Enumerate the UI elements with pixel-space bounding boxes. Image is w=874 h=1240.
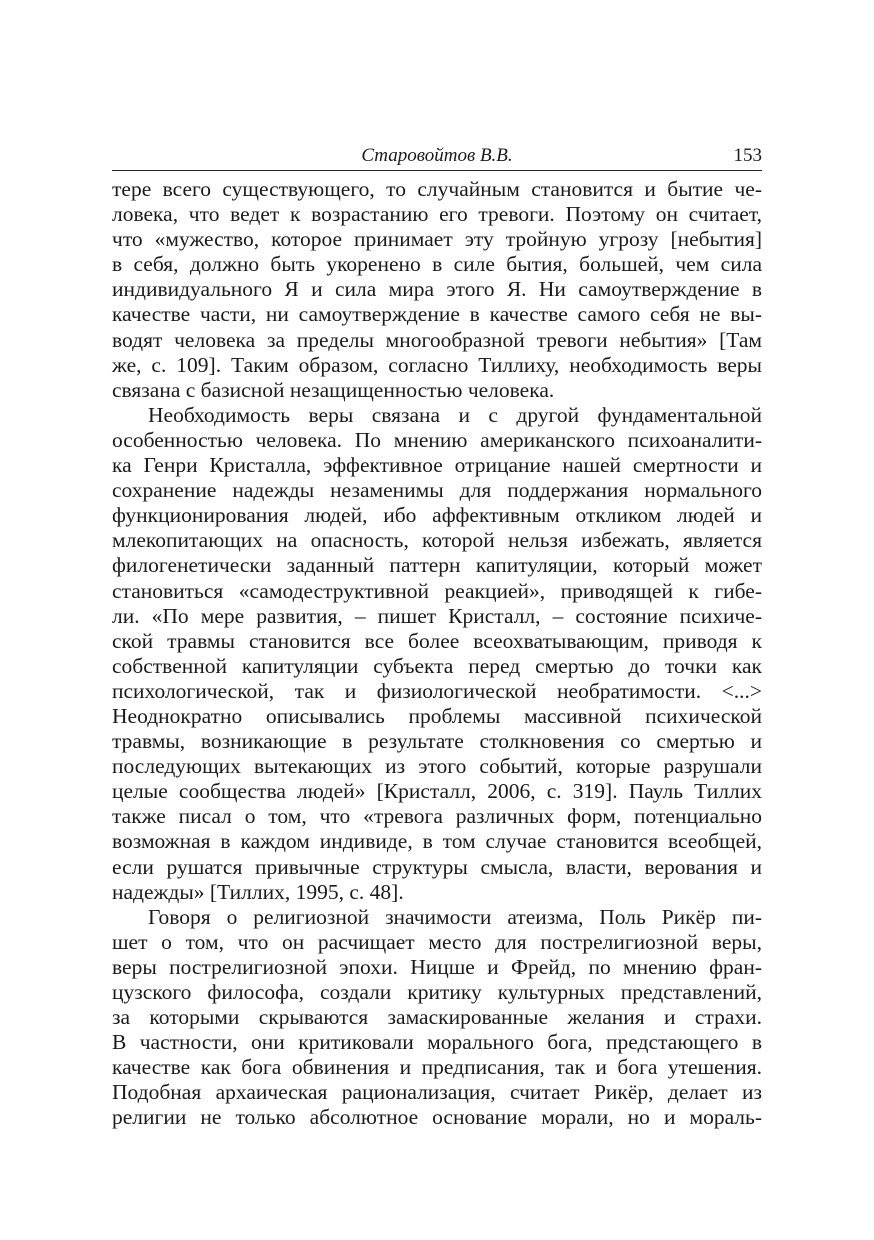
text-line: если рушатся привычные структуры смысла, власти, верования и xyxy=(112,854,762,879)
running-header-author: Старовойтов В.В. xyxy=(361,145,513,166)
text-line: качестве части, ни самоутверждение в качестве самого себя не вы- xyxy=(112,302,762,327)
text-line: ловека, что ведет к возрастанию его тревоги. Поэтому он считает, xyxy=(112,202,762,227)
text-line: цузского философа, создали критику культурных представлений, xyxy=(112,980,762,1004)
running-header xyxy=(112,142,762,171)
text-line: травмы, возникающие в результате столкновения со смертью и xyxy=(112,729,762,754)
text-line: Неоднократно описывались проблемы массивной психической xyxy=(112,703,762,728)
text-line: ка Генри Кристалла, эффективное отрицание нашей смертности и xyxy=(112,453,762,478)
text-line: целые сообщества людей» [Кристалл, 2006, с. 319]. Пауль Тиллих xyxy=(112,779,762,804)
text-line: водят человека за пределы многообразной тревоги небытия» [Там xyxy=(112,327,762,352)
text-line: Говоря о религиозной значимости атеизма, Поль Рикёр пи- xyxy=(148,904,762,929)
text-line: за которыми скрываются замаскированные желания и страхи. xyxy=(112,1005,762,1030)
text-line: филогенетически заданный паттерн капитуляции, который может xyxy=(112,553,762,578)
text-line: тере всего существующего, то случайным становится и бытие че- xyxy=(112,177,762,201)
text-line: надежды» [Тиллих, 1995, с. 48]. xyxy=(112,879,404,904)
text-line: веры пострелигиозной эпохи. Ницше и Фрейд, по мнению фран- xyxy=(112,954,762,979)
text-line: последующих вытекающих из этого событий, которые разрушали xyxy=(112,754,762,779)
text-line: качестве как бога обвинения и предписания, так и бога утешения. xyxy=(112,1055,762,1080)
text-line: возможная в каждом индивиде, в том случае становится всеобщей, xyxy=(112,829,762,854)
text-line: связана с базисной незащищенностью человека. xyxy=(112,377,555,402)
text-line: в себя, должно быть укоренено в силе бытия, большей, чем сила xyxy=(112,252,762,277)
text-line: индивидуального Я и сила мира этого Я. Ни самоутверждение в xyxy=(112,277,762,302)
text-line: особенностью человека. По мнению американского психоаналити- xyxy=(112,427,762,452)
text-line: млекопитающих на опасность, которой нельзя избежать, является xyxy=(112,528,762,553)
text-line: Подобная архаическая рационализация, считает Рикёр, делает из xyxy=(112,1080,762,1105)
text-line: также писал о том, что «тревога различных форм, потенциально xyxy=(112,804,762,829)
text-line: же, с. 109]. Таким образом, согласно Тиллиху, необходимость веры xyxy=(112,352,762,377)
page-number: 153 xyxy=(733,145,762,166)
text-line: ли. «По мере развития, – пишет Кристалл, – состояние психиче- xyxy=(112,603,762,628)
text-line: Необходимость веры связана и с другой фундаментальной xyxy=(148,402,762,427)
book-page xyxy=(112,142,762,1131)
text-line: В частности, они критиковали морального бога, предстающего в xyxy=(112,1030,762,1055)
paragraph xyxy=(112,403,762,905)
text-line: ской травмы становится все более всеохватывающим, приводя к xyxy=(112,628,762,653)
paragraph xyxy=(112,177,762,403)
text-line: функционирования людей, ибо аффективным откликом людей и xyxy=(112,503,762,528)
text-line: собственной капитуляции субъекта перед смертью до точки как xyxy=(112,653,762,678)
text-line: сохранение надежды незаменимы для поддержания нормального xyxy=(112,478,762,503)
text-line: психологической, так и физиологической необратимости. <...> xyxy=(112,678,762,703)
text-line: религии не только абсолютное основание морали, но и мораль- xyxy=(112,1105,762,1130)
text-line: что «мужество, которое принимает эту тройную угрозу [небытия] xyxy=(112,227,762,252)
text-line: шет о том, что он расчищает место для пострелигиозной веры, xyxy=(112,929,762,954)
text-line: становиться «самодеструктивной реакцией», приводящей к гибе- xyxy=(112,578,762,603)
paragraph xyxy=(112,905,762,1131)
body-text xyxy=(112,177,762,1131)
